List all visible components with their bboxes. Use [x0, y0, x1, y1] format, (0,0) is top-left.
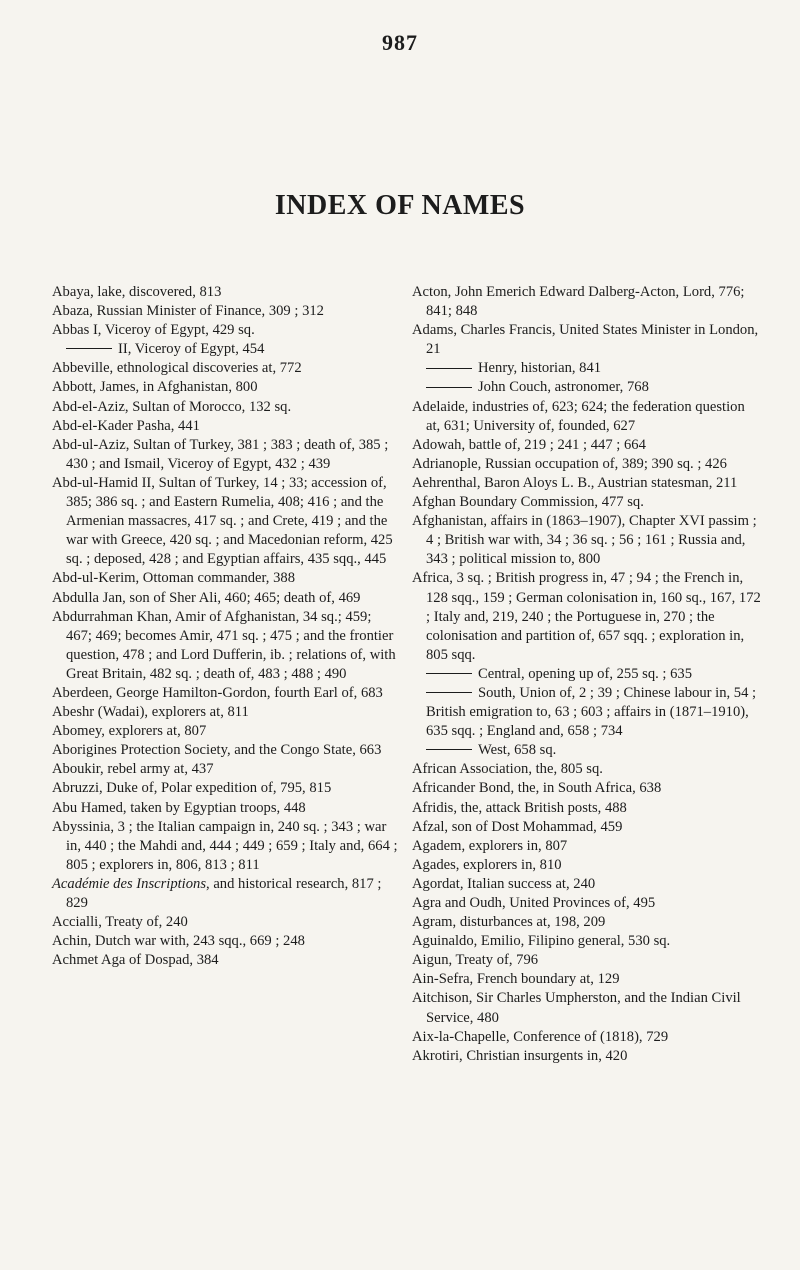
entry-text: Aehrenthal, Baron Aloys L. B., Austrian statesman, 211: [412, 474, 738, 491]
entry-text: Aguinaldo, Emilio, Filipino general, 530 sq.: [412, 933, 671, 950]
index-entry: [412, 378, 762, 397]
entry-text: Agades, explorers in, 810: [412, 856, 562, 873]
index-entry: [412, 569, 762, 664]
index-entry: [412, 951, 762, 970]
entry-text: Afridis, the, attack British posts, 488: [412, 799, 627, 816]
page-number: 987: [382, 30, 418, 55]
entry-text: Agra and Oudh, United Provinces of, 495: [412, 895, 656, 911]
index-entry: [52, 569, 400, 588]
index-entry: [412, 989, 762, 1027]
index-entry: [412, 760, 762, 779]
entry-text: Africa, 3 sq. ; British progress in, 47 ; 94 ; the French in, 128 sqq., 159 ; German colonisation in, 160 sq., 167, 172 ; Italy and, 219, 240 ; the Portuguese in, 270 ; the colonisation and partition of, 657 sqq. ; exploration in, 805 sqq.: [412, 570, 761, 663]
entry-text: Adowah, battle of, 219 ; 241 ; 447 ; 664: [412, 436, 646, 453]
entry-text: Abd-ul-Kerim, Ottoman commander, 388: [52, 570, 295, 587]
entry-text: II, Viceroy of Egypt, 454: [118, 341, 265, 358]
index-entry: [412, 970, 762, 989]
entry-text: Aix-la-Chapelle, Conference of (1818), 729: [412, 1028, 669, 1045]
entry-text: West, 658 sq.: [478, 742, 557, 759]
index-entry: [52, 283, 400, 302]
ditto-dash: [426, 749, 472, 750]
entry-text: Aitchison, Sir Charles Umpherston, and the Indian Civil Service, 480: [412, 990, 741, 1026]
entry-text: Accialli, Treaty of, 240: [52, 914, 188, 931]
index-entry: [412, 398, 762, 436]
index-entry: [52, 818, 400, 875]
ditto-dash: [66, 348, 112, 349]
index-entry: [412, 455, 762, 474]
ditto-dash: [426, 368, 472, 369]
index-entry: [52, 684, 400, 703]
entry-text: Abdurrahman Khan, Amir of Afghanistan, 34 sq.; 459; 467; 469; becomes Amir, 471 sq. ; 475 ; and the frontier question, 478 ; and Lord Dufferin, ib. ; relations of, with Great Britain, 482 sq. ; death of, 483 ; 488 ; 490: [52, 608, 396, 682]
entry-text: Aigun, Treaty of, 796: [412, 952, 539, 969]
index-entry: [52, 722, 400, 741]
entry-text: Central, opening up of, 255 sq. ; 635: [478, 665, 693, 682]
entry-text: Aboukir, rebel army at, 437: [52, 761, 214, 778]
entry-italic-term: Académie des Inscriptions: [52, 875, 207, 892]
index-entry: [52, 779, 400, 798]
entry-text: Abd-el-Aziz, Sultan of Morocco, 132 sq.: [52, 398, 292, 415]
entry-text: John Couch, astronomer, 768: [478, 379, 649, 396]
index-entry: [412, 493, 762, 512]
index-heading: INDEX OF NAMES: [274, 190, 526, 221]
index-entry: [52, 589, 400, 608]
entry-text: Akrotiri, Christian insurgents in, 420: [412, 1047, 628, 1064]
entry-text: Abeshr (Wadai), explorers at, 811: [52, 704, 249, 721]
index-entry: [412, 359, 762, 378]
entry-text: Abbott, James, in Afghanistan, 800: [52, 379, 258, 396]
index-entry: [412, 741, 762, 760]
index-entry: [52, 302, 400, 321]
index-entry: [412, 665, 762, 684]
index-entry: [52, 378, 400, 397]
index-entry: [412, 436, 762, 455]
index-entry: [52, 436, 400, 474]
index-entry: [52, 703, 400, 722]
entry-text: Henry, historian, 841: [478, 360, 602, 377]
entry-text: Achin, Dutch war with, 243 sqq., 669 ; 248: [52, 933, 305, 950]
index-entry: [412, 875, 762, 894]
index-entry: [52, 474, 400, 569]
index-entry: [412, 512, 762, 569]
entry-text: Adams, Charles Francis, United States Minister in London, 21: [412, 322, 759, 358]
entry-text: Abd-ul-Hamid II, Sultan of Turkey, 14 ; 33; accession of, 385; 386 sq. ; and Eastern Rumelia, 408; 416 ; and the Armenian massacres, 417 sq. ; and Crete, 419 ; and the war with Greece, 420 sq. ; and Macedonian reform, 425 sq. ; deposed, 428 ; and Egyptian affairs, 435 sqq., 445: [52, 474, 393, 568]
index-entry: [412, 837, 762, 856]
index-entry: [412, 799, 762, 818]
index-entry: [412, 818, 762, 837]
index-entry: [52, 741, 400, 760]
index-entry: [412, 913, 762, 932]
index-entry: [52, 417, 400, 436]
entry-text: Abd-el-Kader Pasha, 441: [52, 417, 200, 434]
index-entry: [412, 779, 762, 798]
index-entry: [412, 894, 762, 913]
index-entry: [52, 932, 400, 951]
ditto-dash: [426, 673, 472, 674]
entry-text: Abomey, explorers at, 807: [52, 723, 207, 740]
entry-text: Acton, John Emerich Edward Dalberg-Acton, Lord, 776; 841; 848: [412, 284, 745, 320]
entry-text: Afzal, son of Dost Mohammad, 459: [412, 818, 623, 835]
entry-text: Afghanistan, affairs in (1863–1907), Chapter XVI passim ; 4 ; British war with, 34 ; 36 sq. ; 56 ; 161 ; Russia and, 343 ; political mission to, 800: [412, 513, 757, 568]
entry-text: Abu Hamed, taken by Egyptian troops, 448: [52, 799, 306, 816]
entry-text: Agordat, Italian success at, 240: [412, 875, 596, 892]
entry-text: Afghan Boundary Commission, 477 sq.: [412, 494, 644, 511]
index-entry: [52, 359, 400, 378]
ditto-dash: [426, 387, 472, 388]
index-entry: [52, 760, 400, 779]
entry-text: Abaza, Russian Minister of Finance, 309 ; 312: [52, 303, 324, 320]
index-entry: [412, 474, 762, 493]
left-column: [52, 283, 400, 970]
index-entry: [52, 875, 400, 913]
index-entry: [412, 932, 762, 951]
entry-text: Adelaide, industries of, 623; 624; the federation question at, 631; University of, founded, 627: [412, 398, 745, 434]
index-entry: [52, 799, 400, 818]
entry-text: , and historical research, 817 ; 829: [66, 875, 382, 911]
entry-text: Aborigines Protection Society, and the Congo State, 663: [52, 742, 382, 759]
index-entry: [412, 684, 762, 741]
right-column: [412, 283, 762, 1066]
entry-text: Adrianople, Russian occupation of, 389; 390 sq. ; 426: [412, 455, 727, 472]
ditto-dash: [426, 692, 472, 693]
entry-text: Ain-Sefra, French boundary at, 129: [412, 971, 620, 988]
entry-text: Aberdeen, George Hamilton-Gordon, fourth Earl of, 683: [52, 684, 383, 701]
entry-text: Agram, disturbances at, 198, 209: [412, 914, 606, 931]
entry-text: Abyssinia, 3 ; the Italian campaign in, 240 sq. ; 343 ; war in, 440 ; the Mahdi and, 444 ; 449 ; 659 ; Italy and, 664 ; 805 ; explorers in, 806, 813 ; 811: [52, 818, 398, 873]
index-entry: [52, 913, 400, 932]
entry-text: Abbeville, ethnological discoveries at, 772: [52, 360, 302, 377]
entry-text: Abd-ul-Aziz, Sultan of Turkey, 381 ; 383 ; death of, 385 ; 430 ; and Ismail, Viceroy of Egypt, 432 ; 439: [52, 436, 389, 472]
entry-text: Abbas I, Viceroy of Egypt, 429 sq.: [52, 322, 255, 339]
entry-text: Achmet Aga of Dospad, 384: [52, 952, 219, 969]
index-entry: [412, 321, 762, 359]
entry-text: Abdulla Jan, son of Sher Ali, 460; 465; death of, 469: [52, 589, 361, 606]
entry-text: South, Union of, 2 ; 39 ; Chinese labour in, 54 ; British emigration to, 63 ; 603 ; affairs in (1871–1910), 635 sqq. ; England and, 658 ; 734: [426, 684, 757, 740]
index-entry: [412, 1047, 762, 1066]
entry-text: African Association, the, 805 sq.: [412, 761, 603, 778]
index-entry: [412, 856, 762, 875]
index-entry: [52, 340, 400, 359]
index-entry: [412, 283, 762, 321]
entry-text: Abaya, lake, discovered, 813: [52, 284, 222, 300]
index-entry: [412, 1028, 762, 1047]
index-entry: [52, 398, 400, 417]
entry-text: Agadem, explorers in, 807: [412, 837, 568, 854]
entry-text: Abruzzi, Duke of, Polar expedition of, 795, 815: [52, 780, 332, 797]
index-entry: [52, 608, 400, 684]
entry-text: Africander Bond, the, in South Africa, 638: [412, 780, 662, 797]
index-entry: [52, 321, 400, 340]
index-entry: [52, 951, 400, 970]
